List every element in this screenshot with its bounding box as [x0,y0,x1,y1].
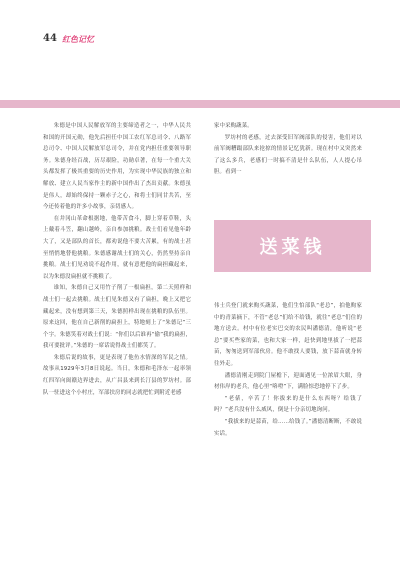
paragraph: 潘德清刚走到院门屋檐下，迎面遇见一位浓眉大眼，身材伟岸的老兵，他心里“咯噔”下，满脸惊恐地停下了步。 [214,372,362,391]
paragraph: 朱德后说的故事，更是表现了他鱼水情深的军民之情。故事从1929年3月8日说起。当日，朱德和毛泽东一起率领红四军向闽赣边界进去，从广昌县来到长汀县的罗坊村。部队一驻进这个小村庄，军部扶房的同志就把忙到附近老感 [43,354,191,396]
paragraph: “我拔来的是蒜苗，给……给钱了。”潘德清断断，不敢说实话。 [214,418,362,437]
page-number: 44 [43,33,57,44]
paragraph: 谁知，朱德自己又用竹子削了一根扁担，第二天照样和战士们一起去挑粮。战士们见朱德又有了扁担，晚上又把它藏起来，没有想到第三天，朱德照样出现在挑粮的队伍里。原来这回，他在自己新削的扁担上，特地刻上了“朱德记”三个字。朱德笑着对战士们说：“你们以后谁再“偷”我的扁担，我可要批评。”朱德的一席话说得战士们都笑了。 [43,285,191,350]
paragraph: 在井冈山革命根据地，他带苦食斗，脚上穿着草鞋，头上戴着斗笠，翻山越岭，亲自参加挑粮。战士们看见他年龄大了，又是部队的首长，都劝说他不要大苦累，有的战士甚至悄悄地替他挑粮。朱德感谢战士们的关心，仍然坚持亲自挑粮。战士们见劝说不起作用，就有意把他的扁担藏起来，以为朱德没扁担就不挑粮了。 [43,215,191,280]
left-column [43,121,191,399]
paragraph: “老俵，辛苦了！你拔来的是什么东西呀？给钱了吗？”老兵没有什么威风，倒是十分亲切地询问。 [214,395,362,414]
paragraph: 朱德是中国人民解放军的主要缔造者之一，中华人民共和国的开国元勋，他先后担任中国工农红军总司令、八路军总司令、中国人民解放军总司令，并在党内担任重要领导职务。朱德身经百战，历尽艰险，功勋卓著，在每一个重大关头都发挥了极其重要的历史作用，为实现中华民族的独立和解放、建立人民当家作主的新中国作出了杰出贡献。朱德虽是伟人，却始终保持一颗赤子之心，和将士们同甘共苦，至今还传着他的许多小故事，亲切感人。 [43,123,191,211]
section-title: 红色记忆 [62,35,94,44]
paragraph: 罗坊村的老感，过去深受旧军阀部队的侵害，他们对以前军阀糟蹋部队来抢掠的情景记忆犹新。现在村中又突然来了这么多兵，老感们一时搞不清是什么队伍，人人提心吊胆。看到一 [214,134,362,176]
paragraph: 家中采购蔬菜。 [214,123,253,129]
page-header [0,28,400,52]
article-title: 送菜钱 [259,237,326,258]
right-column-top [214,121,362,179]
paragraph: 伟士兵登门就来购买蔬菜，他们生怕部队“老总”，拍他购家中的青菜摘下，不管“老总”们给不给钱，就往“老总”们住的地方送去。村中有位老实巴交的农民叫潘德清，他听说“老总”要买些家的菜，也和大家一样，赶快到地里拔了一把蒜苗，匆匆送到军部伙房。他不敢找人要钱，放下蒜苗就身转往外走。 [214,303,362,367]
decorative-pink-bar [0,100,400,108]
article-title-box [214,220,371,272]
right-column-bottom [214,301,362,440]
